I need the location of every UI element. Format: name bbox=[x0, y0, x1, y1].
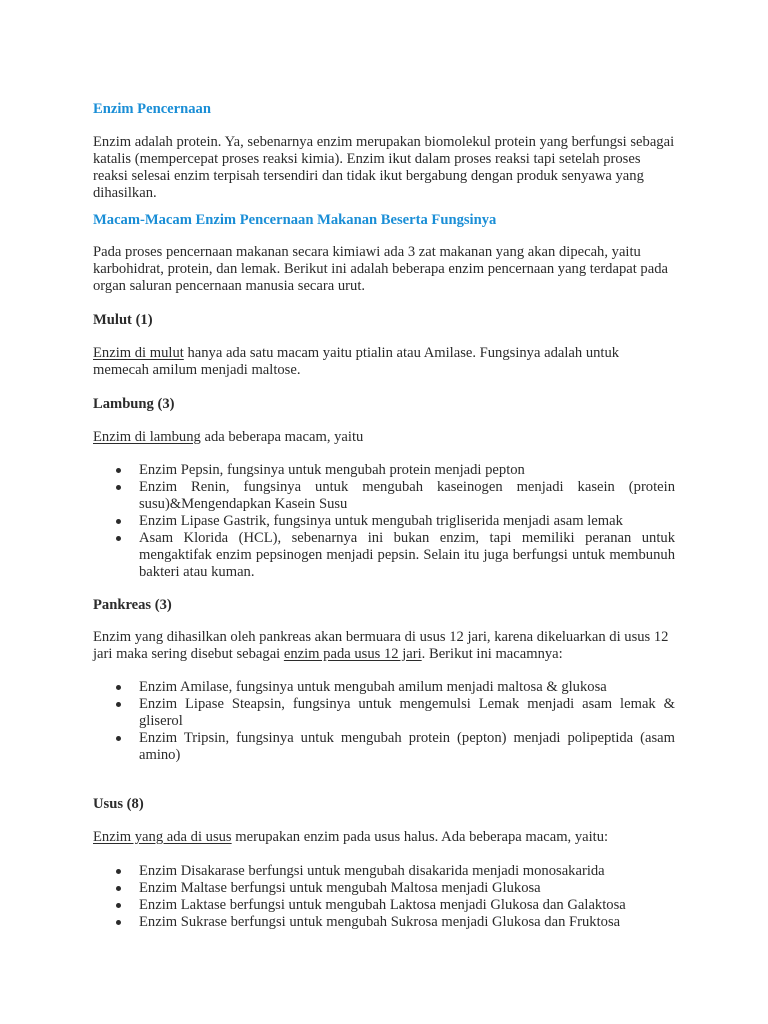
list-item-text: Enzim Maltase berfungsi untuk mengubah Maltosa menjadi Glukosa bbox=[139, 880, 541, 896]
list-item bbox=[93, 897, 675, 914]
lambung-heading: Lambung (3) bbox=[93, 396, 175, 412]
bullet-icon bbox=[116, 468, 121, 473]
bullet-icon bbox=[116, 903, 121, 908]
list-item bbox=[93, 863, 675, 880]
page-title: Enzim Pencernaan bbox=[93, 101, 211, 117]
list-item bbox=[93, 679, 675, 696]
list-item bbox=[93, 513, 675, 530]
list-item-text: Enzim Pepsin, fungsinya untuk mengubah protein menjadi pepton bbox=[139, 462, 525, 478]
bullet-icon bbox=[116, 519, 121, 524]
lambung-link[interactable]: Enzim di lambung bbox=[93, 429, 201, 445]
lambung-paragraph bbox=[93, 429, 675, 446]
mulut-paragraph bbox=[93, 345, 675, 379]
bullet-icon bbox=[116, 736, 121, 741]
list-item-text: Enzim Lipase Gastrik, fungsinya untuk mengubah trigliserida menjadi asam lemak bbox=[139, 513, 623, 529]
bullet-icon bbox=[116, 485, 121, 490]
bullet-icon bbox=[116, 702, 121, 707]
section-title: Macam-Macam Enzim Pencernaan Makanan Beserta Fungsinya bbox=[93, 212, 497, 228]
list-item bbox=[93, 880, 675, 897]
list-item-text: Enzim Amilase, fungsinya untuk mengubah amilum menjadi maltosa & glukosa bbox=[139, 679, 607, 695]
bullet-icon bbox=[116, 886, 121, 891]
list-item-text: Enzim Renin, fungsinya untuk mengubah kaseinogen menjadi kasein (protein susu)&Mengendapkan Kasein Susu bbox=[139, 479, 675, 512]
usus-heading: Usus (8) bbox=[93, 796, 144, 812]
bullet-icon bbox=[116, 685, 121, 690]
mulut-link[interactable]: Enzim di mulut bbox=[93, 345, 184, 361]
pankreas-heading: Pankreas (3) bbox=[93, 597, 172, 613]
list-item-text: Enzim Lipase Steapsin, fungsinya untuk mengemulsi Lemak menjadi asam lemak & gliserol bbox=[139, 696, 675, 729]
mulut-text: hanya ada satu macam yaitu ptialin atau Amilase. Fungsinya adalah untuk memecah amilum menjadi maltose. bbox=[93, 345, 620, 378]
usus-link[interactable]: Enzim yang ada di usus bbox=[93, 829, 232, 845]
usus-text: merupakan enzim pada usus halus. Ada beberapa macam, yaitu: bbox=[231, 829, 609, 845]
list-item-text: Enzim Laktase berfungsi untuk mengubah Laktosa menjadi Glukosa dan Galaktosa bbox=[139, 897, 626, 913]
section-paragraph: Pada proses pencernaan makanan secara kimiawi ada 3 zat makanan yang akan dipecah, yaitu karbohidrat, protein, dan lemak. Berikut ini adalah beberapa enzim pencernaan yang terdapat pada organ saluran pencernaan manusia secara urut. bbox=[93, 244, 668, 294]
intro-paragraph: Enzim adalah protein. Ya, sebenarnya enzim merupakan biomolekul protein yang berfungsi sebagai katalis (mempercepat proses reaksi kimia). Enzim ikut dalam proses reaksi tapi setelah proses reaksi selesai enzim terpisah tersendiri dan tidak ikut bergabung dengan produk senyawa yang dihasilkan. bbox=[93, 134, 675, 201]
pankreas-text-before: Enzim yang dihasilkan oleh pankreas akan bermuara di usus 12 jari, karena dikeluarkan di usus 12 jari maka sering disebut sebagai bbox=[93, 629, 669, 662]
list-item-text: Enzim Tripsin, fungsinya untuk mengubah protein (pepton) menjadi polipeptida (asam amino) bbox=[139, 730, 675, 763]
bullet-icon bbox=[116, 920, 121, 925]
pankreas-list bbox=[93, 679, 675, 764]
list-item-text: Enzim Disakarase berfungsi untuk mengubah disakarida menjadi monosakarida bbox=[139, 863, 605, 879]
usus-paragraph bbox=[93, 829, 675, 846]
bullet-icon bbox=[116, 869, 121, 874]
bullet-icon bbox=[116, 536, 121, 541]
pankreas-link[interactable]: enzim pada usus 12 jari bbox=[283, 646, 422, 662]
lambung-text: ada beberapa macam, yaitu bbox=[200, 429, 364, 445]
list-item bbox=[93, 530, 675, 581]
list-item-text: Enzim Sukrase berfungsi untuk mengubah Sukrosa menjadi Glukosa dan Fruktosa bbox=[139, 914, 621, 930]
list-item bbox=[93, 730, 675, 764]
list-item bbox=[93, 479, 675, 513]
list-item bbox=[93, 914, 675, 931]
lambung-list bbox=[93, 462, 675, 581]
usus-list bbox=[93, 863, 675, 931]
list-item bbox=[93, 696, 675, 730]
pankreas-paragraph bbox=[93, 629, 675, 663]
mulut-heading: Mulut (1) bbox=[93, 312, 153, 328]
list-item-text: Asam Klorida (HCL), sebenarnya ini bukan enzim, tapi memiliki peranan untuk mengaktifak enzim pepsinogen menjadi pepsin. Selain itu juga berfungsi untuk membunuh bakteri atau kuman. bbox=[139, 530, 675, 580]
pankreas-text-after: . Berikut ini macamnya: bbox=[421, 646, 563, 662]
list-item bbox=[93, 462, 675, 479]
